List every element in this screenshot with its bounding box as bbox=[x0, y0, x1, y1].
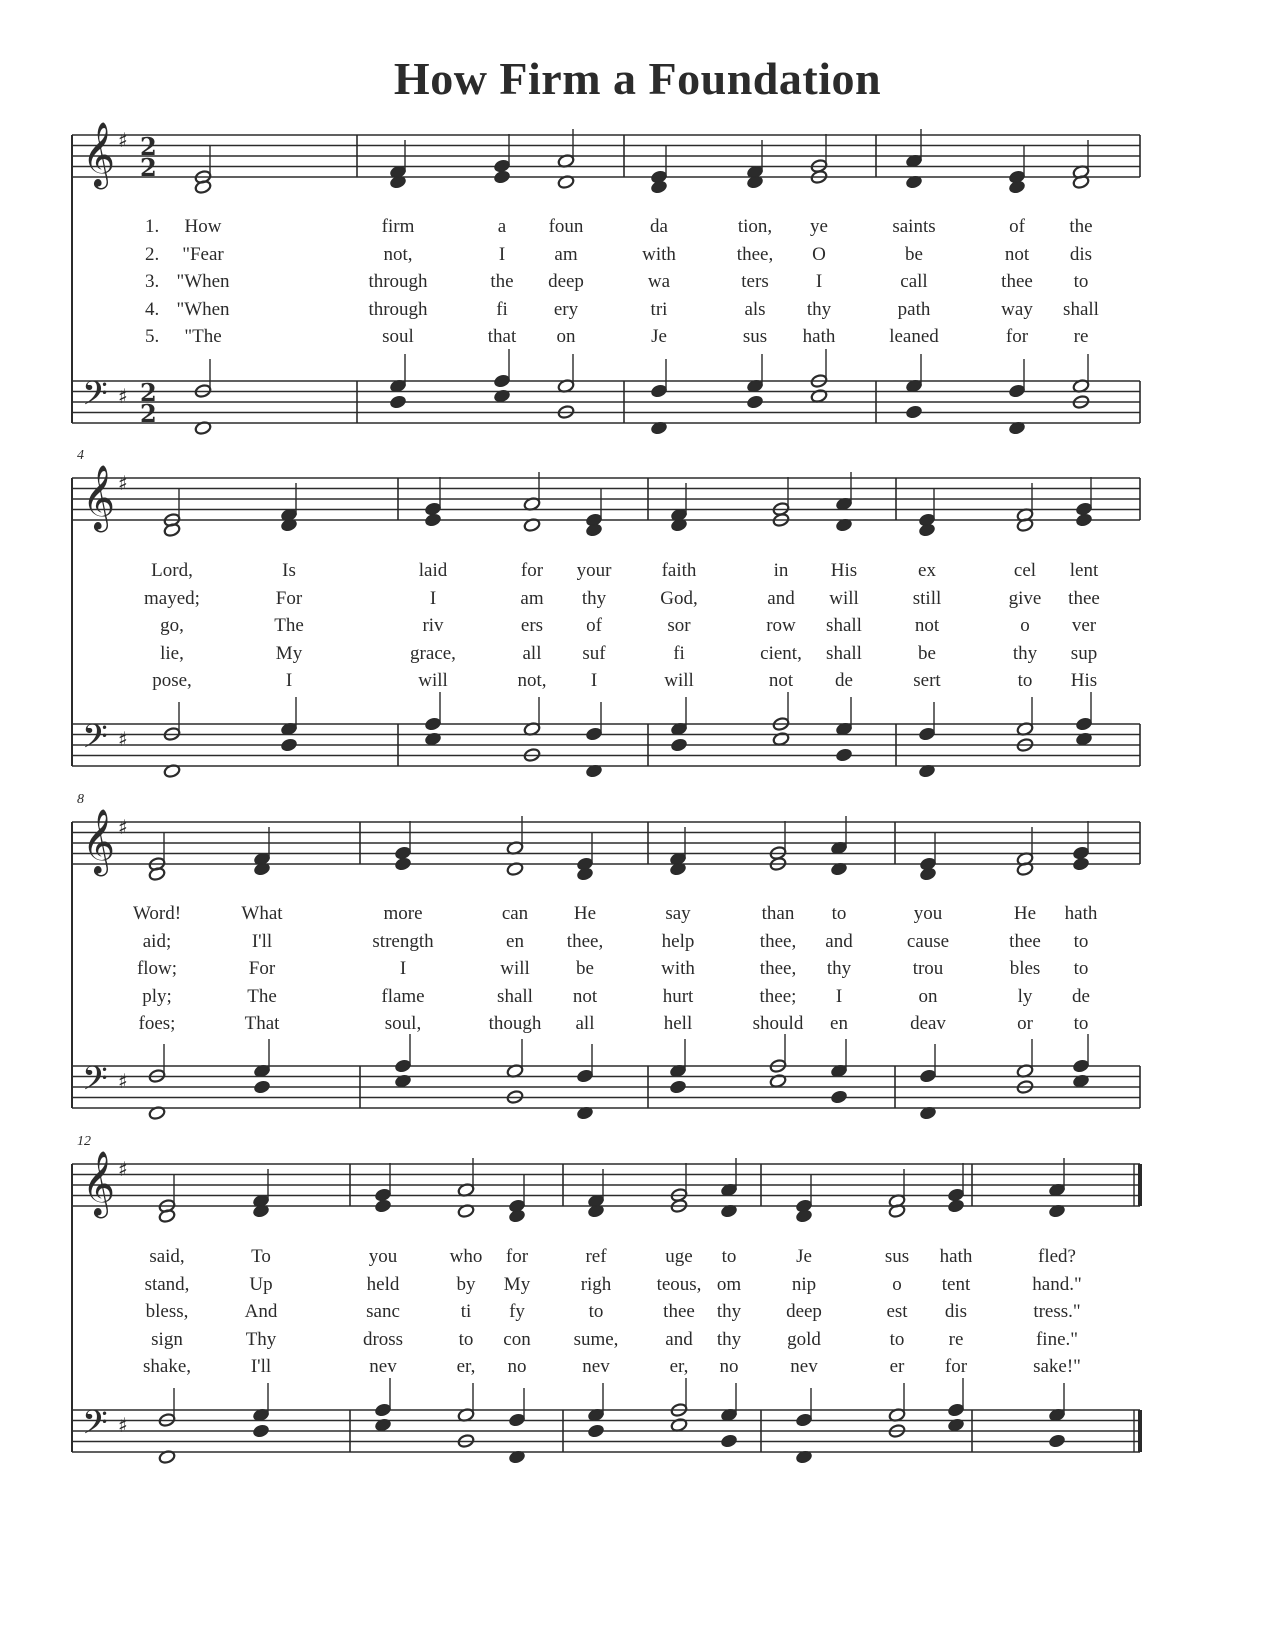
lyric-syllable: saints bbox=[892, 216, 936, 237]
treble-clef-icon: 𝄞 bbox=[82, 122, 116, 187]
lyric-syllable: hath bbox=[802, 326, 836, 347]
lyric-syllable: for bbox=[1005, 326, 1029, 347]
lyric-syllable: Je bbox=[796, 1246, 812, 1267]
lyric-syllable: nip bbox=[791, 1273, 817, 1295]
lyric-syllable: re bbox=[948, 1328, 964, 1350]
lyric-syllable: call bbox=[900, 271, 928, 292]
lyric-syllable: The bbox=[274, 615, 304, 636]
lyric-syllable: For bbox=[275, 587, 303, 609]
lyric-syllable: I bbox=[590, 670, 598, 691]
measure-number: 4 bbox=[77, 448, 84, 463]
lyric-syllable: stand, bbox=[144, 1273, 190, 1295]
lyric-syllable: er bbox=[889, 1356, 905, 1377]
treble-clef-icon: 𝄞 bbox=[82, 809, 116, 874]
lyric-syllable: to bbox=[889, 1328, 905, 1350]
lyric-syllable: through bbox=[368, 298, 428, 320]
lyric-syllable: will bbox=[418, 670, 448, 691]
lyric-syllable: no bbox=[507, 1356, 527, 1377]
lyric-syllable: God, bbox=[660, 587, 698, 609]
lyric-syllable: ref bbox=[585, 1246, 607, 1267]
lyric-syllable: deep bbox=[548, 271, 584, 292]
lyric-syllable: fi bbox=[496, 298, 508, 320]
note-head bbox=[795, 1413, 813, 1428]
lyric-syllable: I bbox=[498, 243, 506, 265]
lyric-syllable: en bbox=[506, 930, 524, 952]
lyric-syllable: dross bbox=[362, 1328, 404, 1350]
lyric-syllable: through bbox=[368, 271, 428, 292]
lyric-syllable: dis bbox=[944, 1301, 968, 1322]
lyric-syllable: I bbox=[285, 670, 293, 691]
lyric-syllable: thy bbox=[581, 587, 607, 609]
lyric-syllable: grace, bbox=[410, 642, 456, 664]
bass-clef-icon: 𝄢 bbox=[82, 1060, 108, 1106]
lyric-syllable: ye bbox=[810, 216, 828, 237]
lyric-syllable: trou bbox=[912, 958, 944, 979]
lyric-syllable: to bbox=[588, 1301, 604, 1322]
lyric-syllable: sign bbox=[151, 1328, 183, 1350]
lyric-syllable: tress." bbox=[1033, 1301, 1081, 1322]
lyric-syllable: tion, bbox=[737, 216, 773, 237]
lyric-syllable: er, bbox=[669, 1356, 689, 1377]
lyric-syllable: laid bbox=[418, 560, 448, 581]
lyric-line-verse-4 bbox=[0, 1329, 1275, 1355]
time-signature: 2 bbox=[140, 378, 157, 407]
lyric-syllable: thee bbox=[1068, 587, 1100, 609]
lyric-syllable: that bbox=[487, 326, 517, 347]
lyric-syllable: "The bbox=[184, 326, 222, 347]
key-signature-sharp-icon: ♯ bbox=[118, 384, 128, 408]
lyric-syllable: still bbox=[912, 587, 942, 609]
lyric-syllable: That bbox=[244, 1013, 280, 1034]
lyric-syllable: thee, bbox=[759, 930, 797, 952]
lyric-syllable: shall bbox=[1063, 298, 1099, 320]
lyric-syllable: for bbox=[505, 1246, 529, 1267]
lyric-syllable: ti bbox=[460, 1301, 472, 1322]
verse-number: 3. bbox=[145, 271, 160, 292]
lyric-syllable: er, bbox=[456, 1356, 476, 1377]
bass-clef-icon: 𝄢 bbox=[82, 718, 108, 764]
lyric-syllable: hand." bbox=[1032, 1273, 1082, 1295]
lyric-syllable: als bbox=[744, 298, 766, 320]
lyric-syllable: sake!" bbox=[1033, 1356, 1081, 1377]
treble-clef-icon: 𝄞 bbox=[82, 465, 116, 530]
lyric-syllable: on bbox=[556, 326, 576, 347]
lyric-syllable: way bbox=[1001, 298, 1033, 320]
lyric-syllable: all bbox=[575, 1013, 595, 1034]
lyric-syllable: "When bbox=[176, 298, 230, 320]
lyric-syllable: leaned bbox=[889, 326, 939, 347]
lyric-line-verse-3 bbox=[0, 1301, 1275, 1327]
bass-clef-icon: 𝄢 bbox=[82, 375, 108, 421]
lyric-syllable: He bbox=[1013, 903, 1037, 924]
lyric-syllable: thy bbox=[716, 1328, 742, 1350]
lyric-syllable: cient, bbox=[760, 642, 802, 664]
lyric-syllable: to bbox=[1073, 930, 1089, 952]
lyric-syllable: riv bbox=[422, 615, 444, 636]
lyric-syllable: bless, bbox=[145, 1301, 189, 1322]
lyric-syllable: shall bbox=[826, 615, 862, 636]
note-head bbox=[795, 1209, 813, 1224]
lyric-syllable: shall bbox=[826, 642, 862, 664]
time-signature: 2 bbox=[140, 153, 157, 182]
lyric-syllable: pose, bbox=[152, 670, 192, 691]
lyric-syllable: not bbox=[768, 670, 794, 691]
lyric-syllable: and bbox=[665, 1328, 693, 1350]
lyric-syllable: you bbox=[368, 1246, 398, 1267]
lyric-syllable: thee, bbox=[736, 243, 774, 265]
lyric-syllable: nev bbox=[582, 1356, 610, 1377]
lyric-syllable: fi bbox=[673, 642, 685, 664]
lyric-line-verse-5 bbox=[0, 1356, 1275, 1382]
lyric-syllable: da bbox=[650, 216, 668, 237]
lyric-syllable: who bbox=[449, 1246, 483, 1267]
lyric-syllable: He bbox=[573, 903, 597, 924]
lyric-syllable: o bbox=[892, 1273, 902, 1295]
lyric-syllable: What bbox=[241, 903, 283, 924]
lyric-syllable: faith bbox=[661, 560, 697, 581]
lyric-syllable: thee bbox=[663, 1301, 695, 1322]
lyric-syllable: hath bbox=[939, 1246, 973, 1267]
lyric-syllable: not bbox=[572, 985, 598, 1007]
lyric-syllable: the bbox=[1069, 216, 1093, 237]
note-head bbox=[374, 1199, 392, 1214]
lyric-syllable: ly bbox=[1017, 985, 1033, 1007]
lyric-syllable: row bbox=[766, 615, 796, 636]
lyric-syllable: am bbox=[520, 587, 544, 609]
bass-clef-icon: 𝄢 bbox=[82, 1404, 108, 1450]
lyric-syllable: "Fear bbox=[182, 243, 224, 265]
lyric-syllable: thee, bbox=[759, 958, 797, 979]
lyric-syllable: thy bbox=[716, 1301, 742, 1322]
lyric-syllable: suf bbox=[582, 642, 606, 664]
lyric-syllable: for bbox=[944, 1356, 968, 1377]
lyric-syllable: o bbox=[1020, 615, 1030, 636]
lyric-syllable: fine." bbox=[1035, 1328, 1079, 1350]
key-signature-sharp-icon: ♯ bbox=[118, 1157, 128, 1181]
lyric-syllable: ply; bbox=[142, 985, 172, 1007]
lyric-syllable: sanc bbox=[366, 1301, 400, 1322]
treble-clef-icon: 𝄞 bbox=[82, 1151, 116, 1216]
lyric-syllable: My bbox=[503, 1273, 531, 1295]
lyric-syllable: and bbox=[825, 930, 853, 952]
lyric-syllable: though bbox=[488, 1013, 542, 1034]
note-head bbox=[508, 1413, 526, 1428]
lyric-syllable: to bbox=[1017, 670, 1033, 691]
measure-number: 12 bbox=[77, 1134, 91, 1149]
lyric-syllable: uge bbox=[665, 1246, 693, 1267]
lyric-line-verse-1 bbox=[0, 1246, 1275, 1272]
lyric-syllable: with bbox=[642, 243, 676, 265]
lyric-syllable: "When bbox=[176, 271, 230, 292]
lyric-syllable: wa bbox=[647, 271, 671, 292]
lyric-syllable: to bbox=[831, 903, 847, 924]
lyric-syllable: nev bbox=[369, 1356, 397, 1377]
lyric-syllable: Up bbox=[249, 1273, 273, 1295]
lyric-syllable: The bbox=[247, 985, 277, 1007]
lyric-syllable: I bbox=[835, 985, 843, 1007]
lyric-syllable: bles bbox=[1009, 958, 1041, 979]
time-signature: 2 bbox=[140, 399, 157, 428]
lyric-syllable: in bbox=[773, 560, 789, 581]
lyric-syllable: hell bbox=[663, 1013, 693, 1034]
lyric-syllable: dis bbox=[1069, 243, 1093, 265]
lyric-syllable: teous, bbox=[656, 1273, 702, 1295]
note-head bbox=[252, 1424, 270, 1439]
lyric-syllable: not, bbox=[383, 243, 413, 265]
measure-number: 8 bbox=[77, 792, 84, 807]
note-head bbox=[947, 1403, 965, 1418]
lyric-syllable: tri bbox=[650, 298, 668, 320]
lyric-syllable: a bbox=[497, 216, 507, 237]
lyric-syllable: give bbox=[1008, 587, 1042, 609]
lyric-syllable: re bbox=[1073, 326, 1089, 347]
lyric-syllable: sup bbox=[1070, 642, 1098, 664]
lyric-syllable: help bbox=[661, 930, 695, 952]
lyric-syllable: mayed; bbox=[144, 587, 200, 609]
lyric-syllable: nev bbox=[790, 1356, 818, 1377]
lyric-syllable: aid; bbox=[142, 930, 172, 952]
lyric-syllable: ver bbox=[1071, 615, 1097, 636]
note-head bbox=[1048, 1434, 1066, 1449]
lyric-syllable: to bbox=[721, 1246, 737, 1267]
key-signature-sharp-icon: ♯ bbox=[118, 727, 128, 751]
lyric-syllable: be bbox=[905, 243, 923, 265]
lyric-syllable: am bbox=[554, 243, 578, 265]
lyric-syllable: Word! bbox=[132, 903, 182, 924]
lyric-syllable: hurt bbox=[662, 985, 694, 1007]
lyric-syllable: should bbox=[752, 1013, 804, 1034]
lyric-syllable: say bbox=[665, 903, 691, 924]
lyric-syllable: thee, bbox=[566, 930, 604, 952]
lyric-syllable: fy bbox=[509, 1301, 525, 1322]
lyric-syllable: I'll bbox=[251, 930, 273, 952]
lyric-syllable: en bbox=[830, 1013, 848, 1034]
key-signature-sharp-icon: ♯ bbox=[118, 128, 128, 152]
lyric-syllable: thee bbox=[1001, 271, 1033, 292]
lyric-syllable: to bbox=[458, 1328, 474, 1350]
lyric-syllable: flow; bbox=[136, 958, 178, 979]
lyric-syllable: sus bbox=[884, 1246, 910, 1267]
lyric-syllable: held bbox=[366, 1273, 400, 1295]
lyric-syllable: I'll bbox=[250, 1356, 272, 1377]
lyric-syllable: more bbox=[383, 903, 423, 924]
lyric-syllable: I bbox=[399, 958, 407, 979]
lyric-syllable: Je bbox=[651, 326, 667, 347]
lyric-syllable: ex bbox=[918, 560, 936, 581]
lyric-syllable: thee; bbox=[759, 985, 797, 1007]
lyric-syllable: And bbox=[244, 1301, 278, 1322]
lyric-syllable: om bbox=[716, 1273, 742, 1295]
note-head bbox=[720, 1434, 738, 1449]
lyric-syllable: ery bbox=[553, 298, 579, 320]
lyric-syllable: thee bbox=[1009, 930, 1041, 952]
key-signature-sharp-icon: ♯ bbox=[118, 815, 128, 839]
lyric-syllable: shall bbox=[497, 985, 533, 1007]
note-head bbox=[587, 1424, 605, 1439]
lyric-syllable: fled? bbox=[1038, 1246, 1076, 1267]
lyric-syllable: deav bbox=[910, 1013, 946, 1034]
lyric-syllable: Thy bbox=[245, 1328, 277, 1350]
lyric-syllable: or bbox=[1017, 1013, 1033, 1034]
lyric-syllable: not, bbox=[517, 670, 547, 691]
lyric-syllable: will bbox=[664, 670, 694, 691]
lyric-syllable: than bbox=[761, 903, 795, 924]
key-signature-sharp-icon: ♯ bbox=[118, 1069, 128, 1093]
lyric-syllable: be bbox=[918, 642, 936, 664]
verse-number: 5. bbox=[145, 326, 160, 347]
lyric-syllable: path bbox=[897, 298, 931, 320]
hymn-title: How Firm a Foundation bbox=[393, 53, 882, 104]
lyric-syllable: go, bbox=[160, 615, 184, 636]
lyric-syllable: deep bbox=[786, 1301, 822, 1322]
lyric-syllable: hath bbox=[1064, 903, 1098, 924]
lyric-syllable: con bbox=[503, 1328, 531, 1350]
verse-number: 2. bbox=[145, 243, 160, 265]
lyric-syllable: est bbox=[886, 1301, 908, 1322]
lyric-syllable: My bbox=[275, 642, 303, 664]
lyric-syllable: to bbox=[1073, 958, 1089, 979]
lyric-syllable: Is bbox=[282, 560, 296, 581]
lyric-syllable: foes; bbox=[138, 1013, 176, 1034]
note-head bbox=[947, 1199, 965, 1214]
lyric-syllable: sert bbox=[913, 670, 941, 691]
lyric-syllable: de bbox=[835, 670, 853, 691]
lyric-syllable: can bbox=[501, 903, 529, 924]
lyric-syllable: gold bbox=[787, 1328, 821, 1350]
lyric-syllable: for bbox=[520, 560, 544, 581]
lyric-syllable: cel bbox=[1013, 560, 1037, 581]
lyric-line-verse-2 bbox=[0, 1274, 1275, 1300]
lyric-syllable: His bbox=[830, 560, 858, 581]
lyric-syllable: firm bbox=[381, 216, 415, 237]
lyric-syllable: will bbox=[829, 587, 859, 609]
lyric-syllable: and bbox=[767, 587, 795, 609]
lyric-syllable: righ bbox=[580, 1273, 612, 1295]
lyric-syllable: cause bbox=[906, 930, 950, 952]
lyric-syllable: not bbox=[914, 615, 940, 636]
lyric-syllable: will bbox=[500, 958, 530, 979]
key-signature-sharp-icon: ♯ bbox=[118, 1413, 128, 1437]
lyric-syllable: be bbox=[576, 958, 594, 979]
time-signature: 2 bbox=[140, 132, 157, 161]
lyric-syllable: lie, bbox=[160, 642, 184, 664]
lyric-syllable: flame bbox=[381, 985, 425, 1007]
lyric-syllable: lent bbox=[1069, 560, 1099, 581]
lyric-syllable: shake, bbox=[142, 1356, 192, 1377]
lyric-syllable: For bbox=[248, 958, 276, 979]
lyric-syllable: by bbox=[456, 1273, 476, 1295]
lyric-syllable: O bbox=[812, 243, 826, 265]
lyric-syllable: of bbox=[586, 615, 602, 636]
note-head bbox=[508, 1209, 526, 1224]
lyric-syllable: To bbox=[251, 1246, 271, 1267]
lyric-syllable: Lord, bbox=[151, 560, 193, 581]
lyric-syllable: to bbox=[1073, 1013, 1089, 1034]
lyric-syllable: sus bbox=[742, 326, 768, 347]
lyric-syllable: soul, bbox=[384, 1013, 422, 1034]
lyric-syllable: foun bbox=[548, 216, 584, 237]
lyric-syllable: to bbox=[1073, 271, 1089, 292]
lyric-syllable: all bbox=[522, 642, 542, 664]
lyric-syllable: ters bbox=[741, 271, 769, 292]
lyric-syllable: ers bbox=[520, 615, 544, 636]
key-signature-sharp-icon: ♯ bbox=[118, 471, 128, 495]
lyric-syllable: I bbox=[429, 587, 437, 609]
lyric-syllable: you bbox=[913, 903, 943, 924]
lyric-syllable: tent bbox=[941, 1273, 971, 1295]
lyric-syllable: strength bbox=[372, 930, 434, 952]
lyric-syllable: soul bbox=[382, 326, 414, 347]
lyric-syllable: of bbox=[1009, 216, 1025, 237]
verse-number: 1. bbox=[145, 216, 160, 237]
lyric-syllable: How bbox=[184, 216, 222, 237]
lyric-syllable: thy bbox=[806, 298, 832, 320]
lyric-syllable: the bbox=[490, 271, 514, 292]
note-head bbox=[374, 1403, 392, 1418]
lyric-syllable: with bbox=[661, 958, 695, 979]
lyric-syllable: no bbox=[719, 1356, 739, 1377]
lyric-syllable: thy bbox=[826, 958, 852, 979]
lyric-syllable: sume, bbox=[573, 1328, 619, 1350]
lyric-syllable: not bbox=[1004, 243, 1030, 265]
lyric-syllable: thy bbox=[1012, 642, 1038, 664]
lyric-syllable: I bbox=[815, 271, 823, 292]
lyric-syllable: His bbox=[1070, 670, 1098, 691]
lyric-syllable: on bbox=[918, 985, 938, 1007]
verse-number: 4. bbox=[145, 298, 160, 320]
lyric-syllable: your bbox=[576, 560, 612, 581]
lyric-syllable: de bbox=[1072, 985, 1090, 1007]
lyric-syllable: said, bbox=[149, 1246, 185, 1267]
lyric-syllable: sor bbox=[667, 615, 691, 636]
